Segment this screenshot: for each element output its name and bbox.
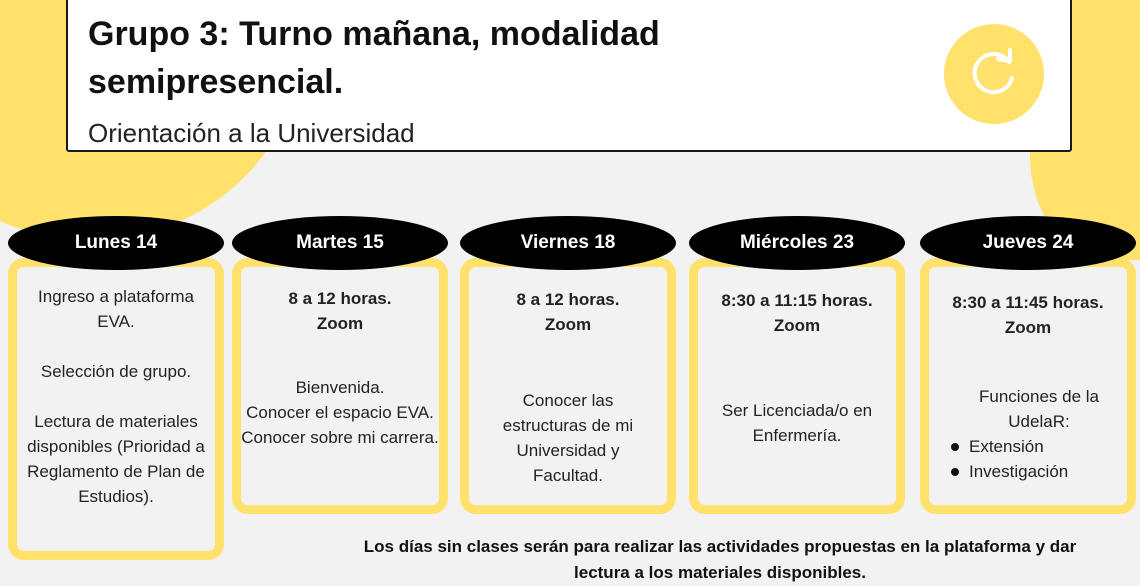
footer-note: Los días sin clases serán para realizar las actividades propuestas en la plataforma y dar lectura a los materiales disponibles.	[363, 537, 1077, 582]
platform-text: Zoom	[544, 315, 592, 334]
day-label: Lunes 14	[8, 216, 224, 270]
day-content	[8, 258, 224, 560]
time-text: 8:30 a 11:45 horas.	[952, 293, 1104, 312]
day-content	[689, 258, 905, 514]
day-content	[232, 258, 448, 514]
activity-text: Conocer las estructuras de mi Universidad y Facultad.	[502, 391, 634, 485]
activity-text: Ingreso a plataforma EVA.	[38, 287, 194, 331]
activity-text: Selección de grupo.	[40, 362, 192, 381]
platform-text: Zoom	[773, 316, 821, 335]
day-content	[460, 258, 676, 514]
time-text: 8 a 12 horas.	[516, 290, 620, 309]
platform-text: Zoom	[1004, 318, 1052, 337]
page-title: Grupo 3: Turno mañana, modalidad semipresencial.	[88, 15, 660, 101]
activity-text: Conocer sobre mi carrera.	[241, 428, 439, 447]
day-label: Miércoles 23	[689, 216, 905, 270]
activity-text: Conocer el espacio EVA.	[246, 403, 434, 422]
activity-text: Ser Licenciada/o en Enfermería.	[721, 401, 873, 445]
day-label: Martes 15	[232, 216, 448, 270]
platform-text: Zoom	[316, 314, 364, 333]
day-content	[920, 258, 1136, 514]
activity-text: Funciones de la UdelaR:	[978, 387, 1100, 431]
day-label: Viernes 18	[460, 216, 676, 270]
day-label: Jueves 24	[920, 216, 1136, 270]
list-item: Investigación	[951, 459, 1127, 484]
activity-text: Bienvenida.	[295, 378, 385, 397]
page-subtitle: Orientación a la Universidad	[88, 118, 415, 148]
refresh-icon	[944, 24, 1044, 124]
header-card	[66, 0, 1072, 152]
refresh-glyph	[965, 45, 1023, 103]
functions-list	[929, 434, 1127, 484]
time-text: 8 a 12 horas.	[288, 289, 392, 308]
time-text: 8:30 a 11:15 horas.	[721, 291, 873, 310]
activity-text: Lectura de materiales disponibles (Prioridad a Reglamento de Plan de Estudios).	[27, 412, 205, 506]
list-item: Extensión	[951, 434, 1127, 459]
